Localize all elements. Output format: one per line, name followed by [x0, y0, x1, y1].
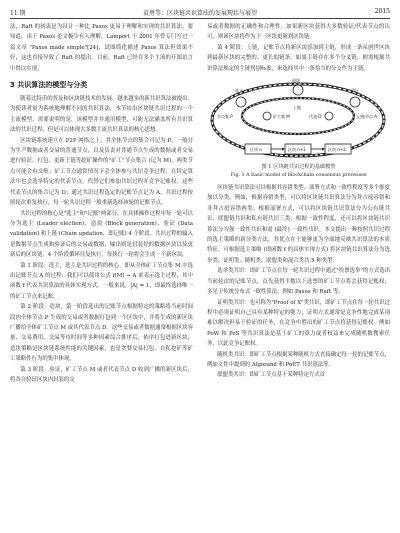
body-paragraph: 第 1 阶段：选主，选主是共识过程的核心，即从全体矿工节点集 M 中选出记账节点 A 的过程：我们可以使用公式 f(M) → A 来表示选主过程，其中函数 f 代表共识算法的具体实现方式。一般来说，|A| = 1，即最终选择唯一的矿工节点来记账。 — [10, 262, 193, 300]
body-paragraph: 随机类共识：即矿工节点根据某种随机方式直接确定每一轮的记账节点，例如文件中提到的 Algorand 和 PoET 共识算法等。 — [207, 351, 390, 368]
node-circle — [350, 97, 360, 107]
node-circle — [263, 112, 271, 120]
figure-consensus-model — [207, 76, 390, 162]
body-paragraph: 第 2 阶段：造块，第一阶段选出的记账节点根据特定的策略将当前时间段内全体节点 P 生成的交易或者数据打包到一个区块中，并将生成的新区块广播给全体矿工节点 M 或其代表节点 D。这些交易或者数据通常根据区块容量、交易费用、交易等待时间等多种因素综合排序后，依序打包进新区块，造块策略是区块链系统性能的关键因素，也是贪婪交易打包、自私挖矿等矿工策略性行为的集中体现。 — [10, 304, 193, 363]
left-column — [10, 22, 193, 385]
intro-paragraph: 法，Raft 的初衷是为设计一种比 Paxos 更易于理解和实现的共识算法。要知道，由于 Paxos 论文极少有人理解，Lamport 于 2001 年曾专门写过一篇文章 "Paxos made simple"[24]，试图简化描述 Paxos 算法但效果不好，这也直接导致了 Raft 的提出。目前，Raft 已经在多个主流的开源语言中得以实现。 — [10, 24, 193, 72]
block-label: 区块 n+1 — [288, 147, 306, 153]
stage-label: 选主 — [235, 88, 243, 94]
year: 2015 — [374, 8, 390, 15]
running-title: 袁勇等：区块链共识算法的发展现状与展望 — [142, 10, 257, 17]
node-circle — [236, 97, 246, 107]
section-title: 3 共识算法的模型与分类 — [10, 81, 88, 90]
node-label: 矿工集 M — [273, 114, 290, 120]
block-label: 区块 n+2 — [328, 147, 346, 153]
consensus-diagram — [207, 76, 390, 162]
body-paragraph: 易或者数据的正确性和合理性。如果新区块获得大多数验证/代表节点的认可，则该区块将作为下一区块更新到区块链。 — [207, 24, 390, 41]
node-label: 节点集 P — [217, 114, 233, 120]
body-paragraph: 共识过程的核心是"选主"和"记账"两部分，在具体操作过程中每一轮可以分为选主 (Leader election)、造块 (Block generation)、验证 (Data validation) 和上链 (Chain updation，即记账) 4 个阶段。共识过程的输入是数据节点生成和验证后的交易或数据，输出则是封装好的数据区块以及更新后的区块链，4 个阶段循环往复执行，每执行一轮将会生成一个新区块。 — [10, 210, 193, 259]
body-paragraph: 证明类共识：也可称为"Proof of X"类共识，即矿工节点在每一轮共识过程中必须证明自己具有某种特定的能力，证明方式通常是竞争性地完成某项难以解决但易于验证的任务，在竞争中胜出的矿工节点将获得记账权。例如 PoW 和 PoS 等共识算法是基于矿工的算力或者权益来完成随机数搜索任务，以此竞争记账权。 — [207, 299, 390, 348]
node-circle — [293, 85, 303, 95]
issue-number: 11 期 — [10, 10, 26, 17]
body-paragraph: 选举类共识：即矿工节点在每一轮共识过程中通过"投票选举"的方式选出当前轮次的记账节点，首先获得半数以上选票的矿工节点将会获得记账权，多见于传统分布式一致性算法，例如 Paxos 和 Raft 等。 — [207, 268, 390, 296]
stage-label: 验证 — [351, 88, 359, 94]
node-label: 记账节点 A — [357, 114, 378, 120]
right-column — [207, 22, 390, 381]
stage-label: 造块 — [292, 78, 300, 84]
body-paragraph: 区块链共识算法可以根据其容错类型、部署方式和一致性程度等多个维度加以分类。例如，根据容错类型，可以将区块链共识算法分为拜占庭容错和非拜占庭容错两类；根据部署方式，可以将区块链共识算法分为公有链共识、联盟链共识和私有链共识三类；根据一致性程度，还可以将区块链共识算法分为强一致性共识和弱 (最终) 一致性共识。本文提出一种按照共识过程的选主策略的新分类方法，其优点在于能够更为全面地反映共识算法的本质特征。可根据选主策略 (即函数 f 的具体实现方式) 将区块链共识算法分为选举类、证明类、随机类、联盟类和混合类共 5 种类型： — [207, 185, 390, 264]
figure-caption-cn: 图 1 区块链共识过程的基础模型 — [261, 164, 336, 171]
body-paragraph: 区块链系统建立在 P2P 网络之上，其全体节点的集合可记为 P，一般分为生产数据或者交易的普通节点，以及负责对普通节点生成的数据或者交易进行验证、打包、更新上链等挖矿操作的"矿工"节点集合 (记为 M)，两类节点可能会有交集；矿工节点通常情况下会全体参与共识竞争过程，在特定算法中也会选举特定的代表节点，代替它们参加共识过程并竞争记账权。这些代表节点的集合记为 D；通过共识过程选定的记账节点记为 A。共识过程按照轮次重复执行，每一轮共识过程一般重新选择该轮的记账节点。 — [10, 137, 193, 207]
node-circle — [325, 112, 333, 120]
body-paragraph: 第 3 阶段：验证，矿工节点 M 或者代表节点 D 收到广播的新区块后，将各自验证区块内封装的交 — [10, 366, 193, 383]
node-label: 代表 D — [309, 114, 322, 120]
figure-caption-en: Fig. 1 A basic model of blockchain consensus processes — [230, 173, 367, 179]
body-paragraph: 联盟类共识：即矿工节点基于某种特定方式首 — [217, 372, 326, 379]
block-label: 区块 n — [250, 147, 262, 153]
stage-label: 上链 — [293, 105, 301, 111]
running-header — [10, 6, 390, 19]
body-paragraph: 随着比特币的普及和区块链技术的发展，越来越多的新共识算法被提出。为使读者更为系统地理解不同的共识算法，本节给出区块链共识过程的一个主流模型，需要说明的是，该模型并非通用模型，可能无法涵盖所有共识算法的共识过程，但是可以体现大多数主流共识算法的核心思想。 — [10, 96, 193, 134]
body-paragraph: 第 4 阶段：上链，记账节点将新区块添加到主链，形成一条从创世区块到最新区块的完整的、更长的链条。如果主链存在多个分叉链，则需根据共识算法规定的主链判别标准，来选择其中一条恰当的分支作为主链。 — [207, 44, 390, 72]
